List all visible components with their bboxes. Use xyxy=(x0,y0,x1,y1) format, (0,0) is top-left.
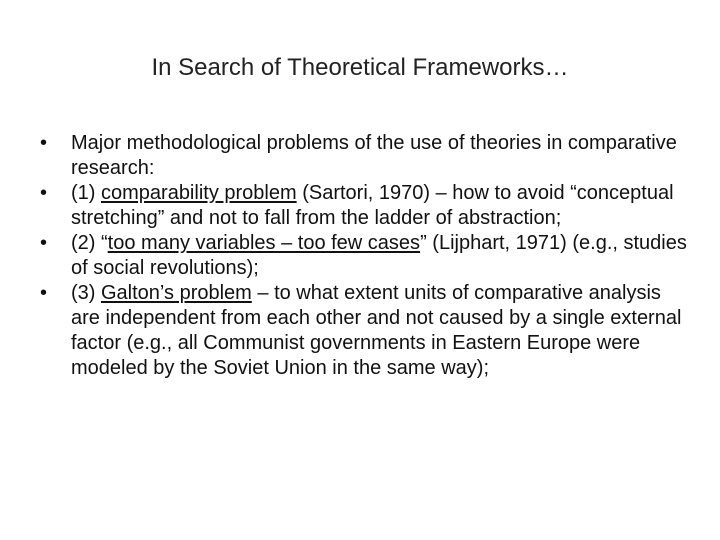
bullet-icon: • xyxy=(40,132,48,154)
underlined-term: Galton’s problem xyxy=(101,282,252,304)
bullet-icon: • xyxy=(40,232,48,254)
bullet-text: (Sartori, 1970) – how to avoid “conceptual stretching” and not to fall from the ladder of abstraction; xyxy=(71,182,674,229)
bullet-prefix: (1) xyxy=(71,182,101,204)
bullet-text: ” (Lijphart, 1971) (e.g., studies of social revolutions); xyxy=(71,232,687,279)
bullet-icon: • xyxy=(40,282,48,304)
bullet-prefix: (3) xyxy=(71,282,101,304)
bullet-prefix: (2) “ xyxy=(71,232,108,254)
bullet-item-galton xyxy=(40,281,690,381)
bullet-list xyxy=(40,131,690,381)
underlined-term: comparability problem xyxy=(101,182,297,204)
bullet-item-variables xyxy=(40,231,690,281)
bullet-text: Major methodological problems of the use of theories in comparative research: xyxy=(71,132,677,179)
bullet-text: – to what extent units of comparative analysis are independent from each other and not caused by a single external factor (e.g., all Communist governments in Eastern Europe were modeled by the Soviet Union in the same way); xyxy=(71,282,682,379)
slide-title: In Search of Theoretical Frameworks… xyxy=(151,54,569,81)
bullet-icon: • xyxy=(40,182,48,204)
bullet-item-comparability xyxy=(40,181,690,231)
underlined-term: too many variables – too few cases xyxy=(107,232,421,254)
bullet-item-intro xyxy=(40,131,690,181)
